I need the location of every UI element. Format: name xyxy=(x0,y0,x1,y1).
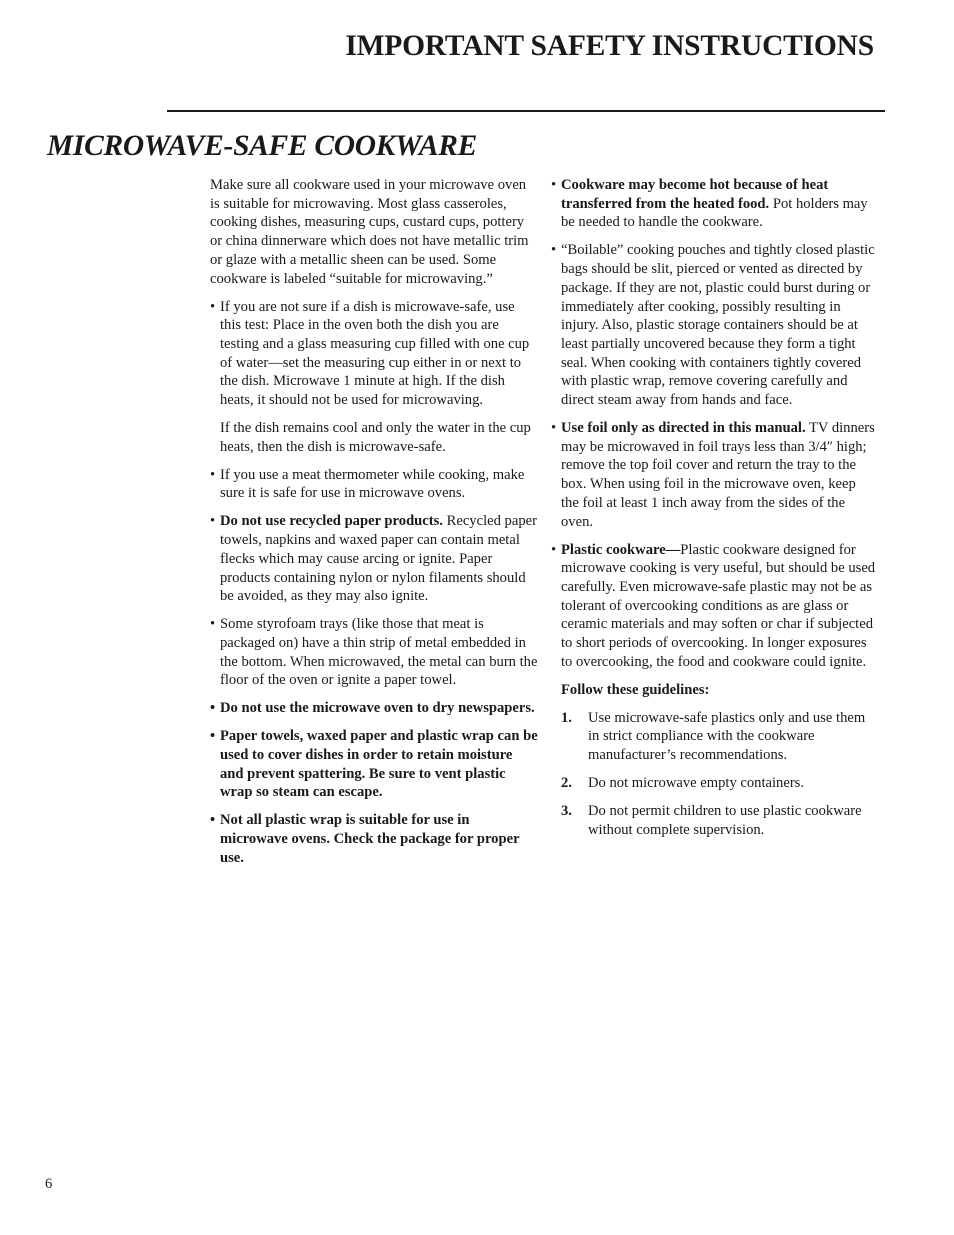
hot-cookware-text: Pot holders may be needed to handle the cookware. xyxy=(561,195,868,231)
styrofoam-text: Some styrofoam trays (like those that meat is packaged on) have a thin strip of metal embedded in the bottom. When microwaved, the metal can burn the floor of the oven or ignite a paper towel. xyxy=(220,616,538,689)
boilable-text: “Boilable” cooking pouches and tightly closed plastic bags should be slit, pierced or vented as directed by package. If they are not, plastic could burst during or immediately after cooking, possibly resulting in injury. Also, plastic storage containers should be at least partially uncovered because they form a tight seal. When cooking with containers tightly covered with plastic wrap, remove covering carefully and direct steam away from hands and face. xyxy=(561,242,875,409)
page-header-title: IMPORTANT SAFETY INSTRUCTIONS xyxy=(345,30,874,62)
newspapers-text: Do not use the microwave oven to dry newspapers. xyxy=(220,700,535,717)
guideline-item xyxy=(561,802,876,839)
plastic-cookware-text: Plastic cookware designed for microwave cooking is very useful, but should be used carefully. Even microwave-safe plastic may not be as tolerant of overcooking conditions as are glass or ceramic materials and may soften or char if subjected to short periods of overcooking. In longer exposures to overcooking, the food and cookware could ignite. xyxy=(561,541,876,670)
guideline-number: 2. xyxy=(561,775,572,792)
right-column xyxy=(551,176,876,849)
bullet-item-plastic-cookware xyxy=(551,541,876,672)
hot-cookware-heading: Cookware may become hot because of heat transferred from the heated food. xyxy=(561,177,829,212)
bullet-icon: • xyxy=(210,616,216,633)
guideline-text: Do not permit children to use plastic cookware without complete supervision. xyxy=(588,803,862,838)
intro-paragraph: Make sure all cookware used in your microwave oven is suitable for microwaving. Most glass casseroles, cooking dishes, measuring cups, custard cups, pottery or china dinnerware which does not have metallic trim or glaze with a metallic sheen can be used. Some cookware is labeled “suitable for microwaving.” xyxy=(210,177,529,287)
plastic-cookware-heading: Plastic cookware— xyxy=(561,541,681,558)
guideline-number: 3. xyxy=(561,803,572,820)
bullet-item-styrofoam xyxy=(210,615,538,690)
covering-text: Paper towels, waxed paper and plastic wrap can be used to cover dishes in order to retain moisture and prevent spattering. Be sure to vent plastic wrap so steam can escape. xyxy=(220,728,538,801)
guideline-text: Use microwave-safe plastics only and use them in strict compliance with the cookware manufacturer’s recommendations. xyxy=(588,709,866,764)
test-text: If you are not sure if a dish is microwave-safe, use this test: Place in the oven both the dish you are testing and a glass measuring cup filled with one cup of water—set the measuring cup either in or next to the dish. Microwave 1 minute at high. If the dish heats, it should not be used for microwaving. xyxy=(220,298,530,409)
bullet-item-newspapers xyxy=(210,699,538,718)
bullet-item-foil xyxy=(551,419,876,531)
bullet-icon: • xyxy=(210,513,216,530)
bullet-icon: • xyxy=(210,700,216,717)
bullet-icon: • xyxy=(551,177,557,193)
recycled-paper-text: Recycled paper towels, napkins and waxed paper can contain metal flecks which may cause arcing or ignite. Paper products containing nylon or nylon filaments should be avoided, as they may also ignite. xyxy=(220,513,537,605)
bullet-item-covering xyxy=(210,727,538,802)
bullet-icon: • xyxy=(551,242,557,259)
left-column xyxy=(210,176,538,877)
bullet-item-test xyxy=(210,298,538,457)
page-number: 6 xyxy=(45,1176,53,1192)
bullet-item-plastic-wrap xyxy=(210,811,538,867)
bullet-icon: • xyxy=(210,812,216,829)
recycled-paper-heading: Do not use recycled paper products. xyxy=(220,513,443,530)
guidelines-heading: Follow these guidelines: xyxy=(561,681,710,698)
bullet-item-hot-cookware xyxy=(551,176,876,232)
guideline-text: Do not microwave empty containers. xyxy=(588,775,805,792)
test-continuation: If the dish remains cool and only the water in the cup heats, then the dish is microwave-safe. xyxy=(220,420,531,455)
guideline-item xyxy=(561,774,876,793)
guideline-number: 1. xyxy=(561,709,572,726)
thermometer-text: If you use a meat thermometer while cooking, make sure it is safe for use in microwave ovens. xyxy=(220,466,525,502)
bullet-icon: • xyxy=(551,541,557,558)
bullet-icon: • xyxy=(551,420,557,437)
foil-heading: Use foil only as directed in this manual. xyxy=(561,420,806,437)
section-title: MICROWAVE-SAFE COOKWARE xyxy=(47,130,478,162)
bullet-icon: • xyxy=(210,298,216,315)
header-rule xyxy=(167,110,885,112)
guideline-item xyxy=(561,709,876,765)
bullet-item-boilable xyxy=(551,241,876,409)
foil-text: TV dinners may be microwaved in foil trays less than 3/4″ high; remove the top foil cover and return the tray to the box. When using foil in the microwave oven, keep the foil at least 1 inch away from the sides of the oven. xyxy=(561,420,875,530)
bullet-icon: • xyxy=(210,728,216,745)
bullet-item-recycled-paper xyxy=(210,512,538,606)
bullet-item-thermometer xyxy=(210,466,538,503)
bullet-icon: • xyxy=(210,466,216,483)
plastic-wrap-text: Not all plastic wrap is suitable for use in microwave ovens. Check the package for proper use. xyxy=(220,812,520,866)
